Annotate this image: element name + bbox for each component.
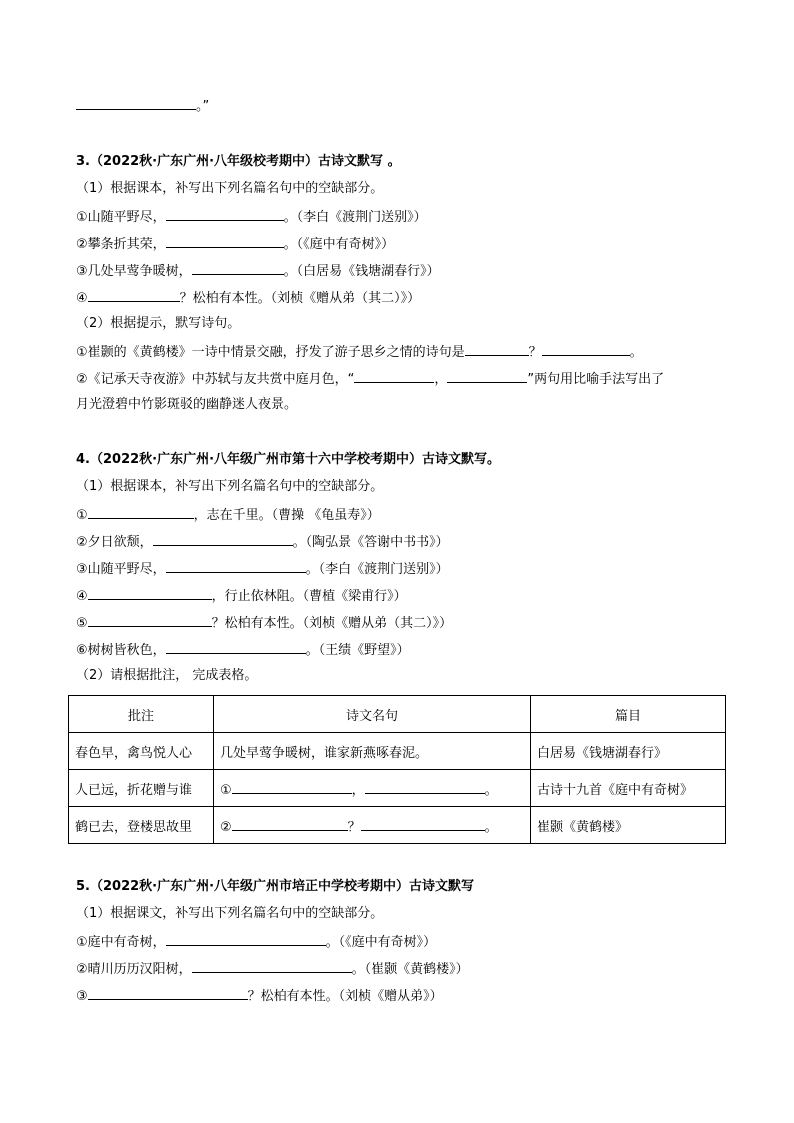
answer-blank[interactable]: [192, 261, 284, 275]
q4-part2-instruction: （2）请根据批注， 完成表格。: [76, 668, 258, 683]
table-cell: ① ， 。: [214, 770, 531, 807]
question-5-title: 5.（2022秋·广东广州·八年级广州市培正中学校考期中）古诗文默写: [76, 879, 475, 894]
q5-item-1: ①庭中有奇树， 。（《庭中有奇树》）: [76, 932, 436, 952]
answer-blank[interactable]: [88, 986, 248, 1000]
answer-blank[interactable]: [166, 640, 306, 654]
table-cell: 几处早莺争暖树，谁家新燕啄春泥。: [214, 733, 531, 770]
q3-item-4: ④ ？松柏有本性。（刘桢《赠从弟（其二）》）: [76, 288, 420, 308]
header-title: 篇目: [531, 696, 726, 733]
answer-blank[interactable]: [465, 342, 529, 356]
q3-item-3: ③几处早莺争暖树， 。（白居易《钱塘湖春行》）: [76, 261, 440, 281]
answer-blank[interactable]: [88, 505, 194, 519]
answer-blank[interactable]: [192, 959, 352, 973]
table-row: [69, 807, 726, 844]
annotation-table: [68, 695, 726, 844]
table-cell: 鹤已去，登楼思故里: [69, 807, 214, 844]
table-row: [69, 770, 726, 807]
q3-item-6-continued: 月光澄碧中竹影斑驳的幽静迷人夜景。: [76, 397, 298, 412]
answer-blank[interactable]: [88, 613, 212, 627]
answer-blank[interactable]: [365, 780, 485, 794]
answer-blank[interactable]: [88, 586, 212, 600]
header-annotation: 批注: [69, 696, 214, 733]
answer-blank[interactable]: [354, 369, 434, 383]
q4-item-5: ⑤ ？松柏有本性。（刘桢《赠从弟（其二）》）: [76, 613, 452, 633]
table-cell: 人已远，折花赠与谁: [69, 770, 214, 807]
q3-item-2: ②攀条折其荣， 。（《庭中有奇树》）: [76, 234, 394, 254]
q4-item-4: ④ ，行止依林阻。（曹植《梁甫行》）: [76, 586, 407, 606]
table-cell: ② ？ 。: [214, 807, 531, 844]
q3-item-6: ②《记承天寺夜游》中苏轼与友共赏中庭月色，“ ， ”两句用比喻手法写出了: [76, 369, 664, 389]
table-header-row: [69, 696, 726, 733]
q5-item-2: ②晴川历历汉阳树， 。（崔颢《黄鹤楼》）: [76, 959, 469, 979]
q3-item-5: ①崔颢的《黄鹤楼》一诗中情景交融，抒发了游子思乡之情的诗句是 ？ 。: [76, 342, 643, 362]
answer-blank[interactable]: [542, 342, 630, 356]
table-cell: 古诗十九首《庭中有奇树》: [531, 770, 726, 807]
header-famous-line: 诗文名句: [214, 696, 531, 733]
q3-part1-instruction: （1）根据课本，补写出下列名篇名句中的空缺部分。: [76, 181, 384, 196]
q5-part1-instruction: （1）根据课文，补写出下列名篇名句中的空缺部分。: [76, 906, 384, 921]
table-cell: 崔颢《黄鹤楼》: [531, 807, 726, 844]
answer-blank[interactable]: [232, 817, 348, 831]
q4-item-6: ⑥树树皆秋色， 。（王绩《野望》）: [76, 640, 410, 660]
answer-blank[interactable]: [153, 532, 293, 546]
answer-blank[interactable]: [166, 559, 306, 573]
table-cell: 白居易《钱塘湖春行》: [531, 733, 726, 770]
question-4-title: 4.（2022秋·广东广州·八年级广州市第十六中学校考期中）古诗文默写。: [76, 452, 501, 467]
question-3-title: 3.（2022秋·广东广州·八年级校考期中）古诗文默写 。: [76, 154, 401, 169]
prev-answer-line: 。”: [76, 96, 209, 116]
q4-item-3: ③山随平野尽， 。（李白《渡荆门送别》）: [76, 559, 449, 579]
answer-blank[interactable]: [76, 96, 196, 110]
q4-part1-instruction: （1）根据课本，补写出下列名篇名句中的空缺部分。: [76, 479, 384, 494]
q4-item-1: ① ，志在千里。（曹操 《龟虽寿》）: [76, 505, 380, 525]
table-row: [69, 733, 726, 770]
answer-blank[interactable]: [166, 234, 284, 248]
answer-blank[interactable]: [88, 288, 180, 302]
table-cell: 春色早，禽鸟悦人心: [69, 733, 214, 770]
answer-blank[interactable]: [447, 369, 527, 383]
q3-item-1: ①山随平野尽， 。（李白《渡荆门送别》）: [76, 207, 427, 227]
answer-blank[interactable]: [232, 780, 352, 794]
q4-item-2: ②夕日欲颓， 。（陶弘景《答谢中书书》）: [76, 532, 449, 552]
q3-part2-instruction: （2）根据提示，默写诗句。: [76, 316, 241, 331]
q5-item-3: ③ ？松柏有本性。（刘桢《赠从弟》）: [76, 986, 443, 1006]
answer-blank[interactable]: [166, 932, 326, 946]
answer-blank[interactable]: [361, 817, 485, 831]
answer-blank[interactable]: [166, 207, 284, 221]
